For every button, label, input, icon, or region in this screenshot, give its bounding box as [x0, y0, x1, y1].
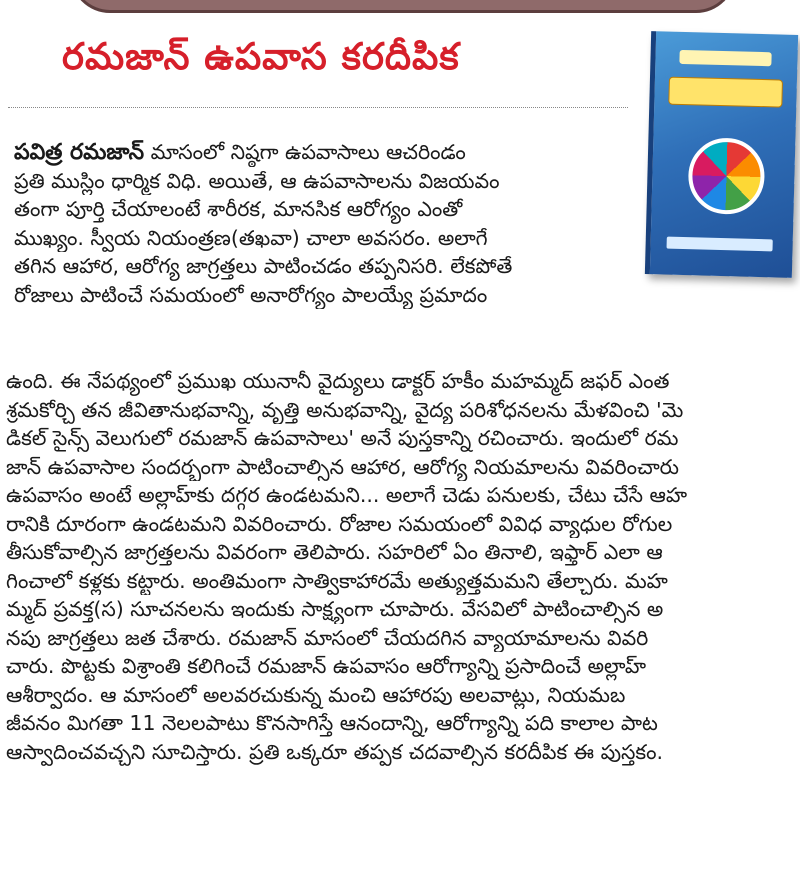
body-line: ఉపవాసం అంటే అల్లాహ్‌కు దగ్గర ఉండటమని... అలాగే చెడు పనులకు, చేటు చేసే ఆహ	[6, 483, 688, 507]
body-line: చారు. పొట్టకు విశ్రాంతి కలిగించే రమజాన్ ఉపవాసం ఆరోగ్యాన్ని ప్రసాదించే అల్లాహ్	[6, 654, 647, 678]
body-line: ఆశీర్వాదం. ఆ మాసంలో అలవరచుకున్న మంచి ఆహారపు అలవాట్లు, నియమబ	[6, 682, 626, 707]
body-line: ఆస్వాదించవచ్చని సూచిస్తారు. ప్రతి ఒక్కరూ తప్పక చదవాల్సిన కరదీపిక ఈ పుస్తకం.	[6, 739, 664, 764]
body-line: గించాలో కళ్లకు కట్టారు. అంతిమంగా సాత్వికాహారమే అత్యుత్తమమని తేల్చారు. మహ	[6, 568, 668, 593]
body-line: ప్రతి ముస్లిం ధార్మిక విధి. అయితే, ఆ ఉపవాసాలను విజయవం	[14, 168, 500, 193]
body-line: జీవనం మిగతా 11 నెలలపాటు కొనసాగిస్తే ఆనందాన్ని, ఆరోగ్యాన్ని పది కాలాల పాట	[6, 711, 658, 735]
body-line: నపు జాగ్రత్తలు జత చేశారు. రమజాన్ మాసంలో చేయదగిన వ్యాయామాలను వివరి	[6, 625, 649, 650]
article-title: రమజాన్ ఉపవాస కరదీపిక	[62, 35, 460, 78]
body-line: మ్మద్ ప్రవక్త(స) సూచనలను ఇందుకు సాక్ష్యంగా చూపారు. వేసవిలో పాటించాల్సిన అ	[6, 597, 664, 621]
body-line: డికల్ సైన్స్ వెలుగులో రమజాన్ ఉపవాసాలు' అనే పుస్తకాన్ని రచించారు. ఇందులో రమ	[6, 426, 679, 450]
lead-rest: మాసంలో నిష్ఠగా ఉపవాసాలు ఆచరిండం	[144, 140, 466, 164]
body-line: తంగా పూర్తి చేయాలంటే శారీరక, మానసిక ఆరోగ్యం ఎంతో	[14, 197, 463, 221]
body-line: జాన్ ఉపవాసాల సందర్భంగా పాటించాల్సిన ఆహార, ఆరోగ్య నియమాలను వివరించారు	[6, 454, 679, 479]
top-banner	[70, 0, 736, 13]
cover-title-band	[668, 77, 783, 108]
cover-wheel-graphic	[687, 137, 765, 215]
body-line: ఉంది. ఈ నేపథ్యంలో ప్రముఖ యునానీ వైద్యులు డాక్టర్ హకీం మహమ్మద్ జఫర్ ఎంత	[6, 369, 670, 393]
body-line	[14, 138, 634, 167]
cover-subtitle-band	[679, 50, 771, 66]
body-line: తీసుకోవాల్సిన జాగ్రత్తలను వివరంగా తెలిపారు. సహరిలో ఏం తినాలి, ఇఫ్తార్ ఎలా ఆ	[6, 540, 663, 564]
article-body-wide	[6, 367, 800, 766]
body-line: రానికి దూరంగా ఉండటమని వివరించారు. రోజాల సమయంలో వివిధ వ్యాధుల రోగుల	[6, 511, 673, 536]
body-line: శ్రమకోర్చి తన జీవితానుభవాన్ని, వృత్తి అనుభవాన్ని, వైద్య పరిశోధనలను మేళవించి 'మె	[6, 397, 684, 422]
body-line: రోజాలు పాటించే సమయంలో అనారోగ్యం పాలయ్యే ప్రమాదం	[14, 282, 488, 307]
cover-author-band	[667, 237, 773, 252]
lead-phrase: పవిత్ర రమజాన్	[14, 140, 145, 165]
title-divider	[8, 107, 628, 108]
book-cover-icon	[645, 31, 798, 278]
body-line: తగిన ఆహార, ఆరోగ్య జాగ్రత్తలు పాటించడం తప్పనిసరి. లేకపోతే	[14, 254, 513, 278]
article-body-narrow	[14, 138, 634, 309]
body-line: ముఖ్యం. స్వీయ నియంత్రణ(తఖవా) చాలా అవసరం. అలాగే	[14, 225, 488, 250]
